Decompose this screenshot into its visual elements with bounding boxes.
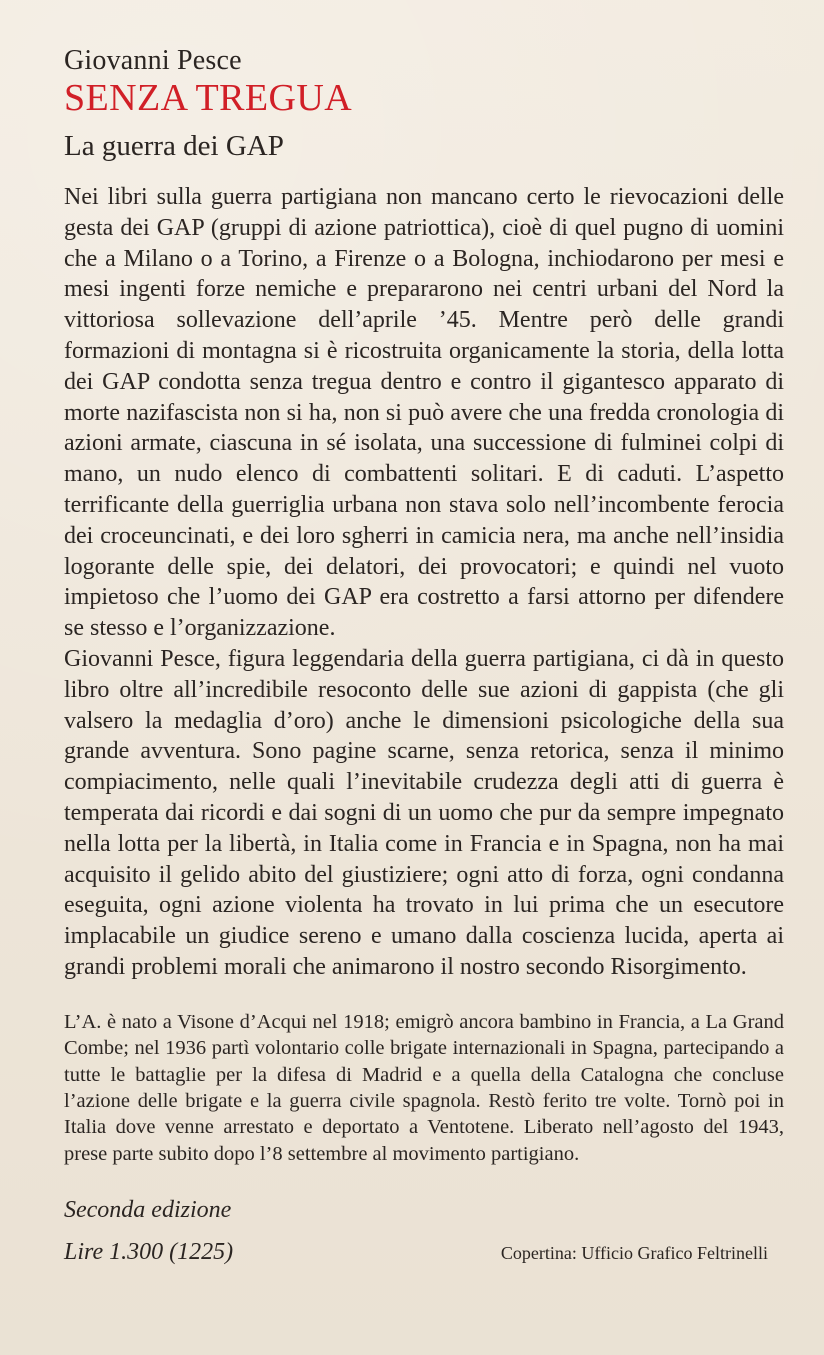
author-name: Giovanni Pesce [64, 45, 242, 76]
edition-label: Seconda edizione [64, 1197, 232, 1224]
cover-credit: Copertina: Ufficio Grafico Feltrinelli [500, 1243, 768, 1264]
author-bio: L’A. è nato a Visone d’Acqui nel 1918; emigrò ancora bambino in Francia, a La Grand Combe; nel 1936 partì volontario colle brigate internazionali in Spagna, partecipando a tutte le battaglie per la difesa di Madrid e a quella della Catalogna che concluse l’azione delle brigate e la guerra civile spagnola. Restò ferito tre volte. Tornò poi in Italia dove venne arrestato e deportato a Ventotene. Liberato nell’agosto del 1943, prese parte subito dopo l’8 settembre al movimento partigiano. [64, 1010, 784, 1165]
book-title: SENZA TREGUA [64, 77, 353, 119]
footer-row [64, 1237, 768, 1267]
book-description [64, 182, 784, 983]
price-label: Lire 1.300 (1225) [64, 1239, 234, 1266]
book-subtitle: La guerra dei GAP [64, 130, 284, 162]
description-paragraph-1: Nei libri sulla guerra partigiana non mancano certo le rievocazioni delle gesta dei GAP (gruppi di azione patriottica), cioè di quel pugno di uomini che a Milano o a Torino, a Firenze o a Bologna, inchiodarono per mesi e mesi ingenti forze nemiche e prepararono nei centri urbani del Nord la vittoriosa sollevazione dell’aprile ’45. Mentre però delle grandi formazioni di montagna si è ricostruita organicamente la storia, della lotta dei GAP condotta senza tregua dentro e contro il gigantesco apparato di morte nazifascista non si ha, non si può avere che una fredda cronologia di azioni armate, ciascuna in sé isolata, una successione di fulminei colpi di mano, un nudo elenco di combattenti solitari. E di caduti. L’aspetto terrificante della guerriglia urbana non stava solo nell’incombente ferocia dei croceuncinati, e dei loro sgherri in camicia nera, ma anche nell’insidia logorante delle spie, dei delatori, dei provocatori; e quindi nel vuoto impietoso che l’uomo dei GAP era costretto a farsi attorno per difendere se stesso e l’organizzazione. [64, 184, 784, 642]
description-paragraph-2: Giovanni Pesce, figura leggendaria della guerra partigiana, ci dà in questo libro oltre all’incredibile resoconto delle sue azioni di gappista (che gli valsero la medaglia d’oro) anche le dimensioni psicologiche della sua grande avventura. Sono pagine scarne, senza retorica, senza il minimo compiacimento, nelle quali l’inevitabile crudezza degli atti di guerra è temperata dai ricordi e dai sogni di un uomo che pur da sempre impegnato nella lotta per la libertà, in Italia come in Francia e in Spagna, non ha mai acquisito il gelido abito del giustiziere; ogni atto di forza, ogni condanna eseguita, ogni azione violenta ha trovato in lui prima che un esecutore implacabile un giudice sereno e umano dalla coscienza lucida, aperta ai grandi problemi morali che animarono il nostro secondo Risorgimento. [64, 645, 784, 980]
